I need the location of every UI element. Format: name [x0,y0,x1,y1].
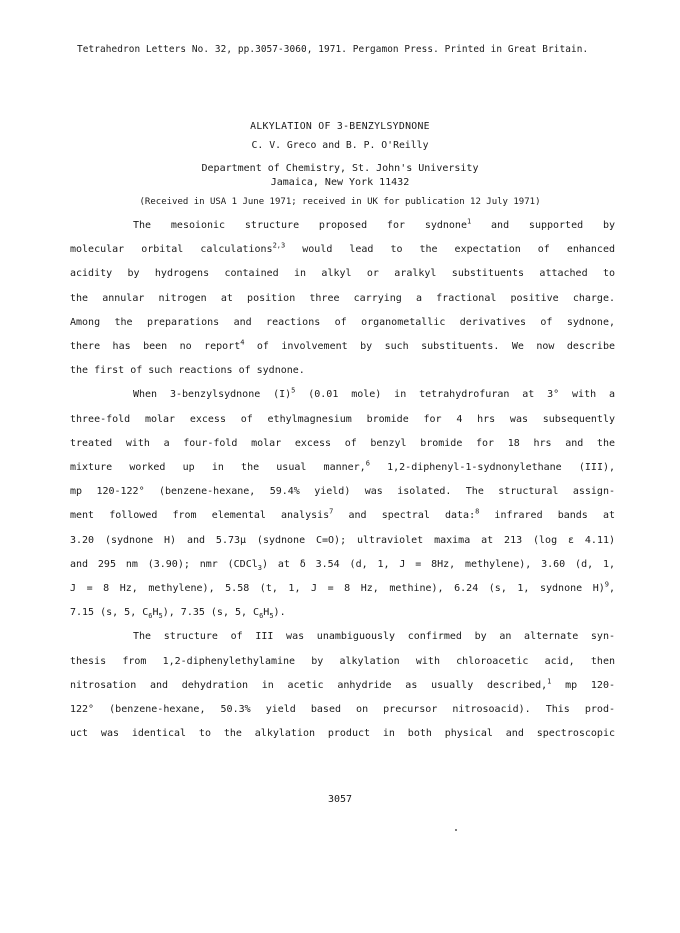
reference-superscript: 5 [291,387,296,396]
body-line: The structure of III was unambiguously confirmed by an alternate syn- [133,631,615,643]
subscript: 3 [257,563,262,572]
body-line: The mesoionic structure proposed for sydnone$^1$ and supported by [133,217,615,231]
body-line: there has been no report$^4$ of involvement by such substituents. We now describe [70,338,615,353]
scan-speck [455,829,457,831]
body-line: 3.20 (sydnone H) and 5.73μ (sydnone C=O); ultraviolet maxima at 213 (log ε 4.11) [70,534,615,546]
article-title: ALKYLATION OF 3-BENZYLSYDNONE [250,121,430,132]
body-line: molecular orbital calculations$^{2,3}$ would lead to the expectation of enhanced [70,241,615,256]
reference-superscript: 7 [329,508,334,517]
body-line: three-fold molar excess of ethylmagnesium bromide for 4 hrs was subsequently [70,413,615,425]
body-line: the first of such reactions of sydnone. [70,365,305,377]
subscript: 5 [158,612,163,621]
body-line: uct was identical to the alkylation product in both physical and spectroscopic [70,728,615,740]
page-number: 3057 [327,794,353,805]
reference-superscript: 8 [475,508,480,517]
body-line: When 3-benzylsydnone $(I)^5$ (0.01 mole) in tetrahydrofuran at 3° with a [133,387,615,401]
journal-header: Tetrahedron Letters No. 32, pp.3057-3060, 1971. Pergamon Press. Printed in Great Britain. [77,44,589,55]
body-line: 122° (benzene-hexane, 50.3% yield based on precursor nitrosoacid). This prod- [70,704,615,716]
body-line: nitrosation and dehydration in acetic anhydride as usually described,$^1$ mp 120- [70,677,615,691]
authors: C. V. Greco and B. P. O'Reilly [251,140,429,151]
body-line: the annular nitrogen at position three carrying a fractional positive charge. [70,292,615,304]
body-line: J = 8 Hz, methylene), 5.58 (t, 1, J = 8 Hz, methine), 6.24 (s, 1, sydnone H)$^9$, [70,580,615,595]
body-line: mixture worked up in the usual manner,$^6$ 1,2-diphenyl-1-sydnonylethane (III), [70,459,616,474]
body-line: acidity by hydrogens contained in alkyl or aralkyl substituents attached to [70,268,615,280]
subscript: 6 [148,612,153,621]
body-line: treated with a four-fold molar excess of benzyl bromide for 18 hrs and the [70,437,615,449]
affiliation-location: Jamaica, New York 11432 [270,177,410,188]
body-line: and 295 nm (3.90); nmr (CDCl$_3$) at δ 3.54 (d, 1, J = 8Hz, methylene), 3.60 (d, 1, [70,558,616,572]
reference-superscript: 1 [466,217,472,226]
received-dates: (Received in USA 1 June 1971; received in UK for publication 12 July 1971) [139,197,541,207]
body-line: Among the preparations and reactions of organometallic derivatives of sydnone, [70,316,615,328]
subscript: 5 [269,612,274,621]
reference-superscript: 9 [604,580,609,589]
reference-superscript: 2,3 [272,241,286,250]
body-line: 7.15 (s, 5, $C_6H_5$), 7.35 (s, 5, $C_6H_5$). [70,607,286,621]
body-line: thesis from 1,2-diphenylethylamine by alkylation with chloroacetic acid, then [70,655,615,667]
reference-superscript: 1 [547,677,552,686]
affiliation-department: Department of Chemistry, St. John's University [201,163,479,174]
body-line: mp 120-122° (benzene-hexane, 59.4% yield) was isolated. The structural assign- [70,486,615,498]
reference-superscript: 6 [365,459,370,468]
reference-superscript: 4 [240,338,245,347]
article-body [70,214,615,746]
body-line: ment followed from elemental analysis$^7$ and spectral data:$^8$ infrared bands at [70,508,615,522]
subscript: 6 [259,612,264,621]
